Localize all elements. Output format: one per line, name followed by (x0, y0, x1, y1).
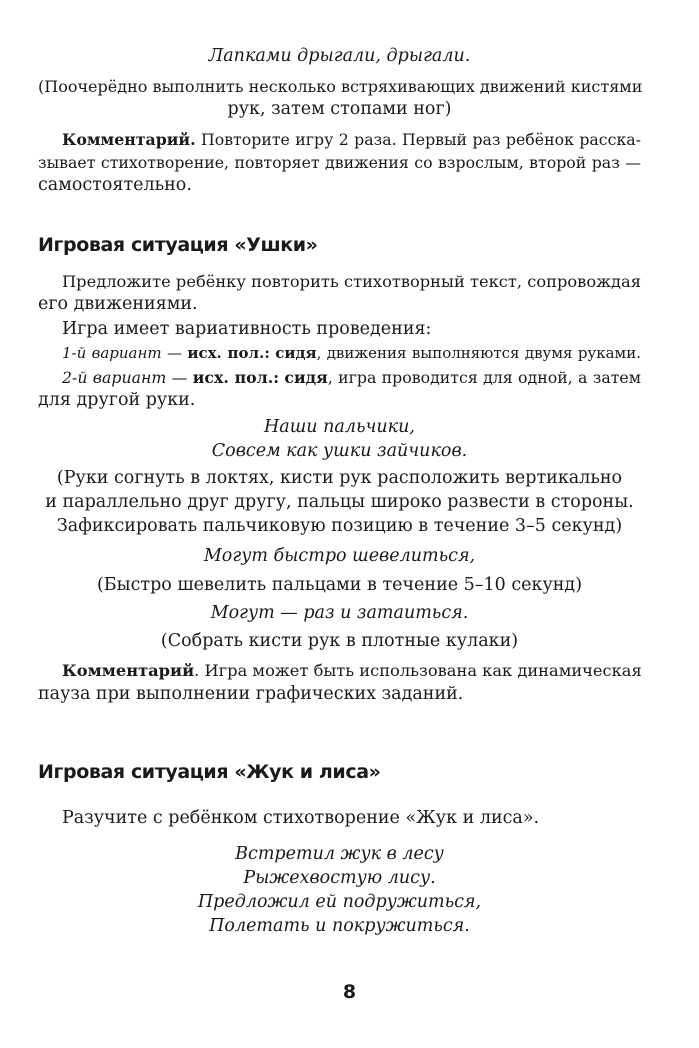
paragraph-line: Игра имеет вариативность проведения: (62, 319, 432, 339)
poem-line: Могут быстро шевелиться, (203, 546, 476, 566)
section-heading: Игровая ситуация «Ушки» (38, 234, 318, 256)
comment-label: Комментарий. (62, 130, 196, 149)
instruction-line: (Поочерёдно выполнить несколько встряхивающих движений кистями (38, 77, 643, 96)
poem-line: Совсем как ушки зайчиков. (211, 441, 468, 461)
poem-line: Лапками дрыгали, дрыгали. (208, 46, 471, 66)
poem-line: Предложил ей подружиться, (197, 892, 482, 912)
paragraph-line: его движениями. (38, 294, 198, 314)
comment-line: зывает стихотворение, повторяет движения со взрослым, второй раз — (38, 153, 641, 172)
comment-line (38, 659, 641, 682)
instruction-line: Зафиксировать пальчиковую позицию в течение 3–5 секунд) (56, 516, 623, 536)
instruction-line: (Руки согнуть в локтях, кисти рук расположить вертикально (56, 468, 623, 488)
instruction-line: рук, затем стопами ног) (227, 99, 452, 119)
poem-line: Могут — раз и затаиться. (210, 603, 469, 623)
comment-text: Повторите игру 2 раза. Первый раз ребёнок расска- (195, 130, 641, 149)
poem-line: Рыжехвостую лису. (243, 868, 436, 888)
paragraph-line: Предложите ребёнку повторить стихотворный текст, сопровождая (62, 272, 641, 291)
variant-1-line: 1-й вариант — исх. пол.: сидя, движения выполняются двумя руками. (62, 344, 641, 362)
instruction-line: (Собрать кисти рук в плотные кулаки) (160, 631, 519, 651)
comment-line: самостоятельно. (38, 175, 192, 195)
poem-line: Полетать и покружиться. (209, 916, 470, 936)
comment-line: пауза при выполнении графических заданий. (38, 684, 464, 704)
instruction-line: и параллельно друг другу, пальцы широко развести в стороны. (45, 492, 634, 512)
comment-label: Комментарий (62, 661, 195, 680)
variant-2-line: для другой руки. (38, 390, 196, 410)
instruction-line: (Быстро шевелить пальцами в течение 5–10 секунд) (96, 575, 583, 595)
poem-line: Наши пальчики, (264, 417, 415, 437)
comment-text: . Игра может быть использована как динамическая (194, 661, 642, 680)
variant-2-line: 2-й вариант — исх. пол.: сидя, игра проводится для одной, а затем (62, 368, 641, 387)
poem-line: Встретил жук в лесу (235, 844, 444, 864)
section-heading: Игровая ситуация «Жук и лиса» (38, 761, 381, 783)
page-number: 8 (342, 981, 357, 1003)
comment-line (38, 128, 641, 151)
paragraph-line: Разучите с ребёнком стихотворение «Жук и лиса». (62, 808, 540, 828)
